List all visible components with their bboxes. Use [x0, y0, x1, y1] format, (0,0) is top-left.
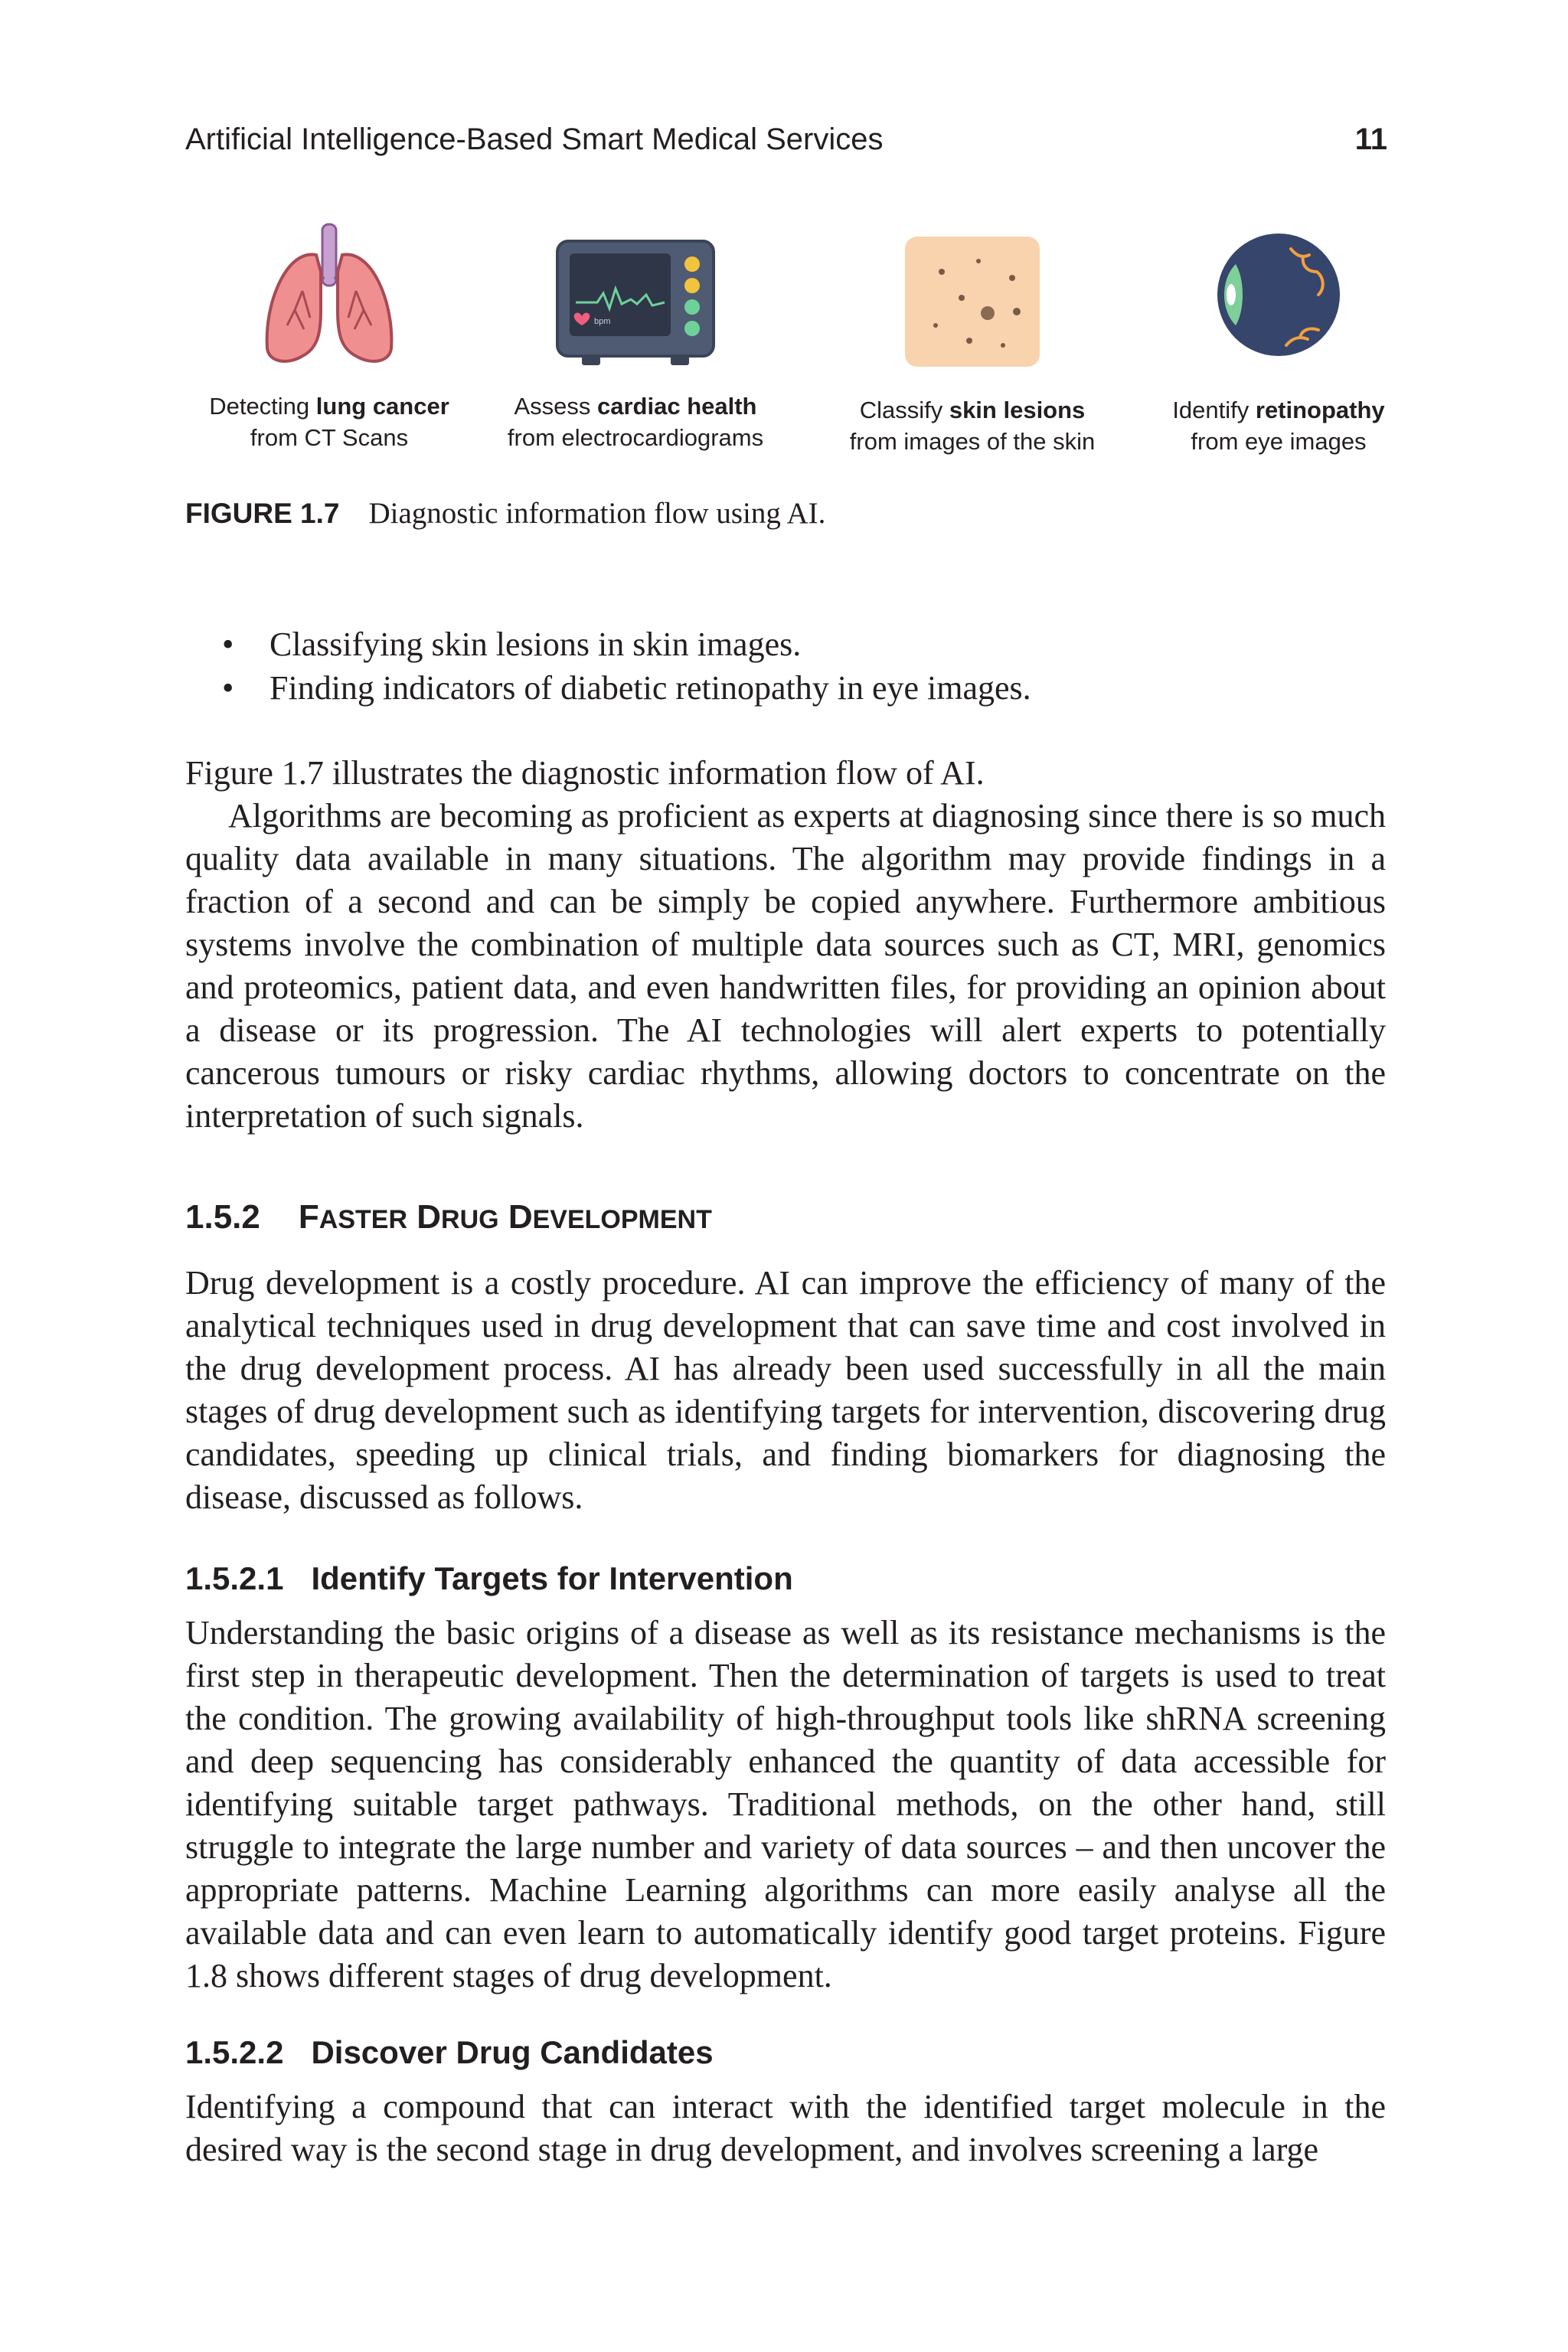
paragraph: Drug development is a costly procedure. AI can improve the efficiency of many of the analytical techniques used in drug development that can save time and cost involved in the drug development process. AI has already been used successfully in all the main stages of drug development such as identifying targets for intervention, discovering drug candidates, speeding up clinical trials, and finding biomarkers for diagnosing the disease, discussed as follows. [185, 1264, 1386, 1516]
section-heading-1-5-2-2: 1.5.2.2 Discover Drug Candidates [185, 2034, 714, 2070]
skin-patch-icon [896, 218, 1049, 371]
section-heading-1-5-2: 1.5.2 FASTER DRUG DEVELOPMENT [185, 1198, 712, 1236]
figure-panel-eye [1125, 218, 1432, 471]
figure-panel-caption: Detecting lung cancer from CT Scans [209, 393, 449, 451]
figure-panel-caption: Assess cardiac health from electrocardiograms [507, 393, 764, 451]
figure-caption [185, 496, 825, 531]
eye-icon [1202, 218, 1355, 371]
paragraph: Algorithms are becoming as proficient as experts at diagnosing since there is so much quality data available in many situations. The algorithm may provide findings in a fraction of a second and can be simply be copied anywhere. Furthermore ambitious systems involve the combination of multiple data sources such as CT, MRI, genomics and proteomics, patient data, and even handwritten files, for providing an opinion about a disease or its progression. The AI technologies will alert experts to potentially cancerous tumours or risky cardiac rhythms, allowing doctors to concentrate on the interpretation of such signals. [185, 797, 1386, 1135]
heart-monitor-icon [551, 218, 720, 371]
paragraph: Understanding the basic origins of a disease as well as its resistance mechanisms is the first step in therapeutic development. Then the determination of targets is used to treat the condition. The growing availability of high-throughput tools like shRNA screening and deep sequencing has considerably enhanced the quantity of data accessible for identifying suitable target pathways. Traditional methods, on the other hand, still struggle to integrate the large number and variety of data sources – and then uncover the appropriate patterns. Machine Learning algorithms can more easily analyse all the available data and can even learn to automatically identify good target proteins. Figure 1.8 shows different stages of drug development. [185, 1614, 1386, 1994]
body-text-1-5-2-1 [185, 1612, 1386, 1998]
list-item: • Classifying skin lesions in skin images. [222, 626, 802, 663]
figure-panel-lungs [176, 218, 482, 471]
body-text-figure-intro [185, 752, 1386, 1138]
body-text-1-5-2-2 [185, 2086, 1386, 2171]
page-number: 11 [1354, 122, 1387, 156]
figure-caption-text: Diagnostic information flow using AI. [368, 497, 826, 530]
figure-panel-cardiac [482, 218, 789, 471]
running-head [185, 122, 1387, 161]
running-head-title: Artificial Intelligence-Based Smart Medical Services [185, 122, 884, 156]
paragraph: Figure 1.7 illustrates the diagnostic information flow of AI. [185, 754, 985, 792]
figure-panel-caption: Identify retinopathy from eye images [1172, 397, 1385, 455]
figure-panel-caption: Classify skin lesions from images of the skin [849, 397, 1096, 455]
monitor-bpm-label: bpm [594, 317, 611, 326]
figure-number: FIGURE 1.7 [185, 498, 340, 529]
bullet-list [222, 622, 1370, 710]
paragraph: Identifying a compound that can interact with the identified target molecule in the desired way is the second stage in drug development, and involves screening a large [185, 2088, 1386, 2168]
lungs-icon [256, 218, 402, 371]
figure-panel-skin [819, 218, 1125, 471]
figure-1-7 [176, 218, 1401, 471]
list-item: • Finding indicators of diabetic retinopathy in eye images. [222, 669, 1031, 707]
section-heading-1-5-2-1: 1.5.2.1 Identify Targets for Intervention [185, 1560, 793, 1596]
body-text-1-5-2 [185, 1262, 1386, 1519]
